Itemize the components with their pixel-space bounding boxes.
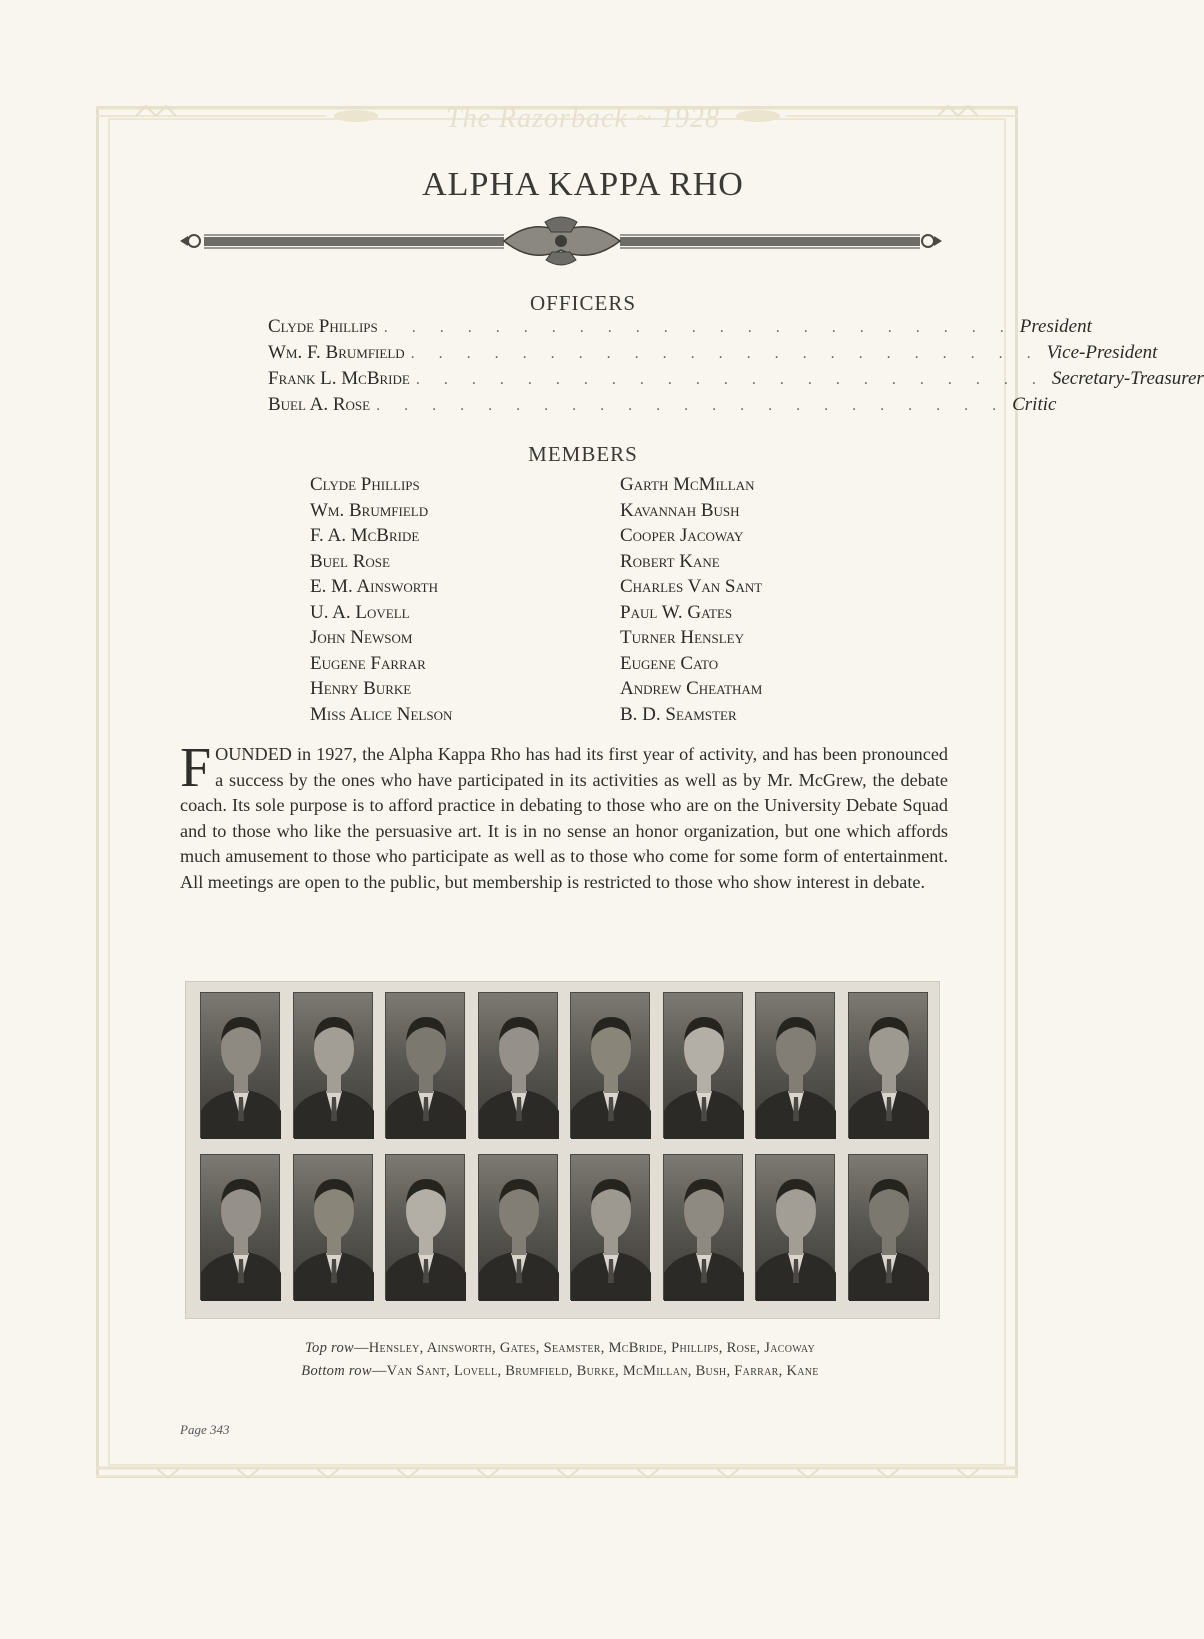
members-heading: MEMBERS [528,442,638,466]
member-portrait [385,992,465,1138]
member-portrait [570,1154,650,1300]
officer-title: President [1019,316,1092,337]
officers-heading: OFFICERS [529,291,637,315]
drop-cap: F [180,737,212,799]
caption-top-row [180,1340,940,1357]
member-name: E. M. Ainsworth [310,576,438,597]
member-name: Kavannah Bush [620,499,740,521]
leader-dots: . . . . . . . . . . . . . . . . . . . . . . . [383,319,1014,336]
member-name: Henry Burke [310,678,412,699]
member-name: Buel Rose [310,550,390,572]
officer-name: Clyde Phillips [268,316,378,337]
member-name: Andrew Cheatham [620,678,763,699]
member-name: Turner Hensley [620,627,744,648]
page-number: Page 343 [180,1422,230,1437]
member-name: Paul W. Gates [620,601,733,623]
member-name: Garth McMillan [620,474,755,495]
member-name: Eugene Cato [620,652,719,674]
officer-title: Secretary-Treasurer [1051,368,1204,389]
member-name: Robert Kane [620,550,720,572]
officer-name: Buel A. Rose [268,394,371,415]
paragraph-text: OUNDED in 1927, the Alpha Kappa Rho has had its first year of activity, and has been pronounced a success by the ones who have participated in its activities as well as by Mr. McGrew, the debate coach. Its sole purpose is to afford practice in debating to those who are on the University Debate Squad and to those who like the persuasive art. It is in no sense an honor organization, but one which affords much amusement to those who participate as well as to those who come for some form of entertainment. All meetings are open to the public, but membership is restricted to those who show interest in debate. [180,744,948,892]
caption-lead: Top row [304,1340,354,1356]
footer-ornament [96,1446,1018,1482]
page-title: ALPHA KAPPA RHO [422,166,744,203]
member-portrait [385,1154,465,1300]
member-portrait [200,1154,280,1300]
caption-lead: Bottom row [301,1363,372,1379]
portrait-panel [185,981,940,1319]
member-portrait [848,1154,928,1300]
member-portrait [848,992,928,1138]
leader-dots: . . . . . . . . . . . . . . . . . . . . . . . [415,371,1046,388]
running-head: The Razorback ~ 1928 [446,103,720,134]
member-portrait [663,1154,743,1300]
officer-row [268,316,1092,342]
officer-title: Critic [1012,394,1057,415]
caption-names: —Van Sant, Lovell, Brumfield, Burke, McMillan, Bush, Farrar, Kane [371,1363,819,1379]
member-portrait [755,1154,835,1300]
member-portrait [663,992,743,1138]
officer-title: Vice-President [1046,342,1158,363]
leader-dots: . . . . . . . . . . . . . . . . . . . . . . . [410,345,1041,362]
portrait-row-bottom [200,1154,928,1300]
member-name: Clyde Phillips [310,474,420,495]
member-name: John Newsom [310,627,413,648]
member-name: F. A. McBride [310,525,420,546]
officers-list [268,316,1204,420]
member-name: Miss Alice Nelson [310,703,453,725]
members-right-column [620,472,870,727]
member-portrait [200,992,280,1138]
member-name: Wm. Brumfield [310,499,429,521]
member-name: B. D. Seamster [620,703,737,725]
officer-row [268,342,1158,368]
member-name: Eugene Farrar [310,652,426,674]
officer-name: Wm. F. Brumfield [268,342,405,363]
officer-row [268,394,1057,420]
portrait-row-top [200,992,928,1138]
title-rule-ornament [180,214,942,272]
member-portrait [478,1154,558,1300]
members-left-column [310,472,620,727]
member-name: Cooper Jacoway [620,525,744,546]
member-name: Charles Van Sant [620,576,763,597]
member-portrait [570,992,650,1138]
leader-dots: . . . . . . . . . . . . . . . . . . . . . . . [376,397,1007,414]
member-portrait [478,992,558,1138]
caption-bottom-row [180,1363,940,1380]
officer-row [268,368,1204,394]
members-list [310,472,870,727]
member-portrait [293,1154,373,1300]
history-paragraph [180,737,948,895]
caption-names: —Hensley, Ainsworth, Gates, Seamster, McBride, Phillips, Rose, Jacoway [353,1340,815,1356]
member-name: U. A. Lovell [310,601,410,623]
member-portrait [293,992,373,1138]
member-portrait [755,992,835,1138]
officer-name: Frank L. McBride [268,368,410,389]
